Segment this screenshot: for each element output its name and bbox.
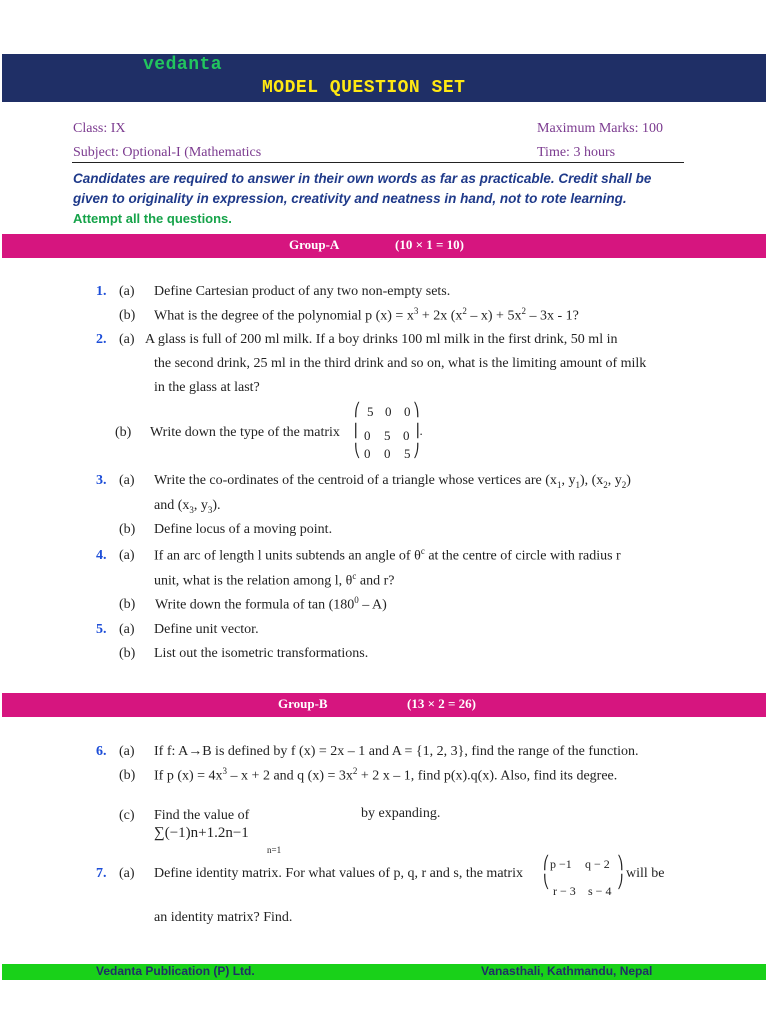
header-divider: [72, 162, 684, 163]
matrix-cell: 0: [385, 404, 392, 419]
q5a-label: (a): [119, 622, 135, 637]
q5b-text: List out the isometric transformations.: [154, 646, 369, 661]
q6c-text-end: by expanding.: [361, 806, 441, 821]
q7a-line-1-end: will be: [626, 866, 665, 881]
page-title: MODEL QUESTION SET: [262, 78, 466, 98]
matrix2-cell: q − 2: [585, 857, 610, 871]
matrix-cell: 0: [404, 404, 411, 419]
question-number-3: 3.: [96, 473, 107, 488]
matrix-bracket-left-mid: ⎜: [354, 423, 361, 438]
q6c-label: (c): [119, 808, 135, 823]
q2a-line-1: A glass is full of 200 ml milk. If a boy drinks 100 ml milk in the first drink, 50 ml in: [145, 332, 618, 347]
matrix-bracket-left-bottom: ⎝: [354, 443, 361, 458]
matrix2-cell: p −1: [550, 857, 572, 871]
q1b-text: What is the degree of the polynomial p $(x) = x^3 + 2x$ $(x^2 - x) + 5x^2 - 3x - 1$?: [154, 306, 579, 324]
q2b-label: (b): [115, 425, 132, 440]
subject-label: Subject: Optional-I (Mathematics: [73, 145, 262, 160]
q4a-line-2: unit, what is the relation among l, $\theta^c$ and r?: [154, 571, 395, 589]
footer-address: Vanasthali, Kathmandu, Nepal: [481, 964, 653, 978]
q3a-label: (a): [119, 473, 135, 488]
question-number-7: 7.: [96, 866, 107, 881]
matrix2-bracket-left-bottom: ⎝: [543, 874, 550, 889]
group-a-bar: [2, 234, 766, 258]
matrix2-cell: s − 4: [588, 884, 612, 898]
max-marks-label: Maximum Marks: 100: [537, 121, 663, 136]
q3a-line-1: Write the co-ordinates of the centroid of a triangle whose vertices are ($x_1$, $y_1$), ($x_2$, $y_2$): [154, 473, 631, 490]
matrix-bracket-right-mid: ⎟.: [413, 423, 423, 438]
q5a-text: Define unit vector.: [154, 622, 259, 637]
group-b-bar: [2, 693, 766, 717]
brand-logo-text: vedanta: [143, 55, 223, 75]
matrix2-bracket-right-top: ⎞: [617, 855, 624, 870]
matrix-cell: 0: [364, 446, 371, 461]
matrix-bracket-right-top: ⎞: [413, 402, 420, 417]
q7a-line-2: an identity matrix? Find.: [154, 910, 293, 925]
q4b-label: (b): [119, 597, 136, 612]
instruction-line-2: given to originality in expression, creativity and neatness in hand, not to rote learning.: [73, 191, 627, 206]
footer-publisher: Vedanta Publication (P) Ltd.: [96, 964, 255, 978]
q2a-line-2: the second drink, 25 ml in the third drink and so on, what is the limiting amount of milk: [154, 356, 647, 371]
matrix-cell: 5: [404, 446, 411, 461]
q3a-line-2: and ($x_3$, $y_3$).: [154, 498, 221, 515]
q6c-text: Find the value of: [154, 808, 250, 823]
matrix-cell: 5: [384, 428, 391, 443]
q1a-text: Define Cartesian product of any two non-empty sets.: [154, 284, 451, 299]
group-b-marks: (13 × 2 = 26): [407, 696, 476, 711]
q3b-label: (b): [119, 522, 136, 537]
q7a-line-1: Define identity matrix. For what values of p, q, r and s, the matrix: [154, 866, 523, 881]
matrix-bracket-right-bottom: ⎠: [413, 443, 420, 458]
q1b-label: (b): [119, 308, 136, 323]
matrix-cell: 0: [384, 446, 391, 461]
q6c-summation-limit: n=1: [267, 845, 282, 855]
q4a-label: (a): [119, 548, 135, 563]
q4b-text: Write down the formula of $\tan (180^0 - A)$: [155, 595, 387, 613]
q6a-text: If f: A→B is defined by f (x) = 2x – 1 and A = {1, 2, 3}, find the range of the function.: [154, 744, 639, 759]
class-label: Class: IX: [73, 121, 126, 136]
q6b-label: (b): [119, 768, 136, 783]
matrix-cell: 0: [403, 428, 410, 443]
question-number-5: 5.: [96, 622, 107, 637]
matrix-bracket-left-top: ⎛: [354, 402, 361, 417]
matrix-cell: 0: [364, 428, 371, 443]
q2a-line-3: in the glass at last?: [154, 380, 260, 395]
q4a-line-1: If an arc of length l units subtends an angle of $\theta^c$ at the centre of circle with radius r: [154, 546, 621, 564]
instruction-line-1: Candidates are required to answer in their own words as far as practicable. Credit shall be: [73, 171, 652, 186]
matrix2-bracket-left-top: ⎛: [543, 855, 550, 870]
group-a-marks: (10 × 1 = 10): [395, 237, 464, 252]
q3b-text: Define locus of a moving point.: [154, 522, 333, 537]
q6c-summation: ∑(−1)n+1.2n−1: [154, 825, 249, 841]
q7a-label: (a): [119, 866, 135, 881]
matrix2-cell: r − 3: [553, 884, 576, 898]
q1a-label: (a): [119, 284, 135, 299]
question-number-1: 1.: [96, 284, 107, 299]
question-number-6: 6.: [96, 744, 107, 759]
q6a-label: (a): [119, 744, 135, 759]
q2a-label: (a): [119, 332, 135, 347]
q5b-label: (b): [119, 646, 136, 661]
question-number-2: 2.: [96, 332, 107, 347]
q6b-text: If p $(x) = 4x^3 - x + 2$ and q $(x) = 3x^2 + 2$ x – 1, find p(x).q(x). Also, find its degree.: [154, 766, 618, 784]
question-number-4: 4.: [96, 548, 107, 563]
matrix-cell: 5: [367, 404, 374, 419]
matrix2-bracket-right-bottom: ⎠: [617, 874, 624, 889]
instruction-line-3: Attempt all the questions.: [73, 211, 232, 226]
q2b-text: Write down the type of the matrix: [150, 425, 340, 440]
group-b-label: Group-B: [278, 696, 328, 711]
time-label: Time: 3 hours: [537, 145, 616, 160]
group-a-label: Group-A: [289, 237, 340, 252]
